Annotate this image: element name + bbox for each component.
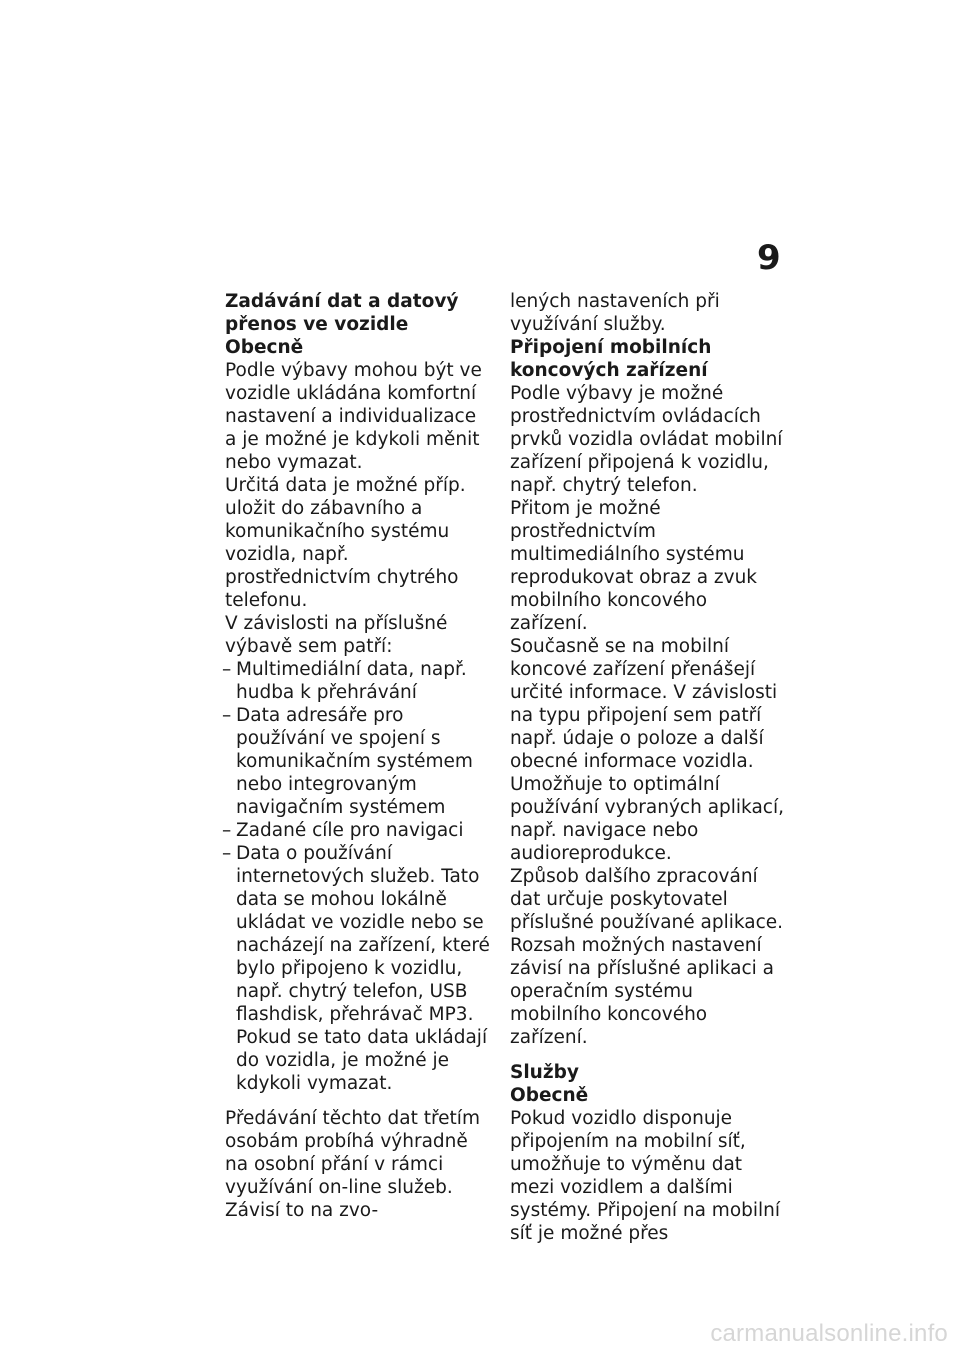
section-heading-services: Služby bbox=[510, 1062, 579, 1083]
paragraph: Podle výbavy je možné prostřednictvím ovládacích prvků vozidla ovládat mobilní zařízení připojená k vozidlu, např. chytrý telefon. bbox=[510, 383, 783, 496]
list-item: – Multimediální data, např. hudba k přehrávání bbox=[225, 658, 493, 704]
paragraph: Způsob dalšího zpracování dat určuje poskytovatel příslušné používané aplikace. Rozsah možných nastavení závisí na příslušné aplikaci a operačním systému mobilního koncového zařízení. bbox=[510, 866, 784, 1048]
paragraph: lených nastaveních při využívání služby. bbox=[510, 291, 720, 335]
list-item: – Data o používání internetových služeb. Tato data se mohou lokálně ukládat ve vozidle nebo se nacházejí na zařízení, které bylo připojeno k vozidlu, např. chytrý telefon, USB flashdisk, přehrávač MP3. Pokud se tato data ukládají do vozidla, je možné je kdykoli vymazat. bbox=[225, 842, 493, 1095]
subheading-general: Obecně bbox=[510, 1085, 589, 1106]
paragraph: Podle výbavy mohou být ve vozidle ukládána komfortní nastavení a individualizace a je možné je kdykoli měnit nebo vymazat. bbox=[225, 360, 482, 473]
data-list bbox=[225, 658, 493, 1095]
list-item: – Zadané cíle pro navigaci bbox=[225, 819, 493, 842]
paragraph: V závislosti na příslušné výbavě sem patří: bbox=[225, 613, 448, 657]
section-heading: Zadávání dat a datový přenos ve vozidle bbox=[225, 291, 459, 335]
subheading-mobile-devices: Připojení mobilních koncových zařízení bbox=[510, 337, 712, 381]
paragraph: Určitá data je možné příp. uložit do zábavního a komunikačního systému vozidla, např. prostřednictvím chytrého telefonu. bbox=[225, 475, 466, 611]
watermark: carmanualsonline.info bbox=[710, 1320, 948, 1347]
paragraph: Předávání těchto dat třetím osobám probíhá výhradně na osobní přání v rámci využívání on-line služeb. Závisí to na zvo- bbox=[225, 1108, 480, 1221]
page-number: 9 bbox=[757, 238, 781, 278]
subheading-general: Obecně bbox=[225, 337, 304, 358]
list-item: – Data adresáře pro používání ve spojení s komunikačním systémem nebo integrovaným navigačním systémem bbox=[225, 704, 493, 819]
paragraph: Přitom je možné prostřednictvím multimediálního systému reprodukovat obraz a zvuk mobilního koncového zařízení. bbox=[510, 498, 758, 634]
right-column bbox=[510, 290, 785, 1245]
paragraph: Pokud vozidlo disponuje připojením na mobilní síť, umožňuje to výměnu dat mezi vozidlem a dalšími systémy. Připojení na mobilní síť je možné přes bbox=[510, 1108, 781, 1244]
left-column bbox=[225, 290, 493, 1222]
paragraph: Současně se na mobilní koncové zařízení přenášejí určité informace. V závislosti na typu připojení sem patří např. údaje o poloze a další obecné informace vozidla. Umožňuje to optimální používání vybraných aplikací, např. navigace nebo audioreprodukce. bbox=[510, 636, 784, 864]
